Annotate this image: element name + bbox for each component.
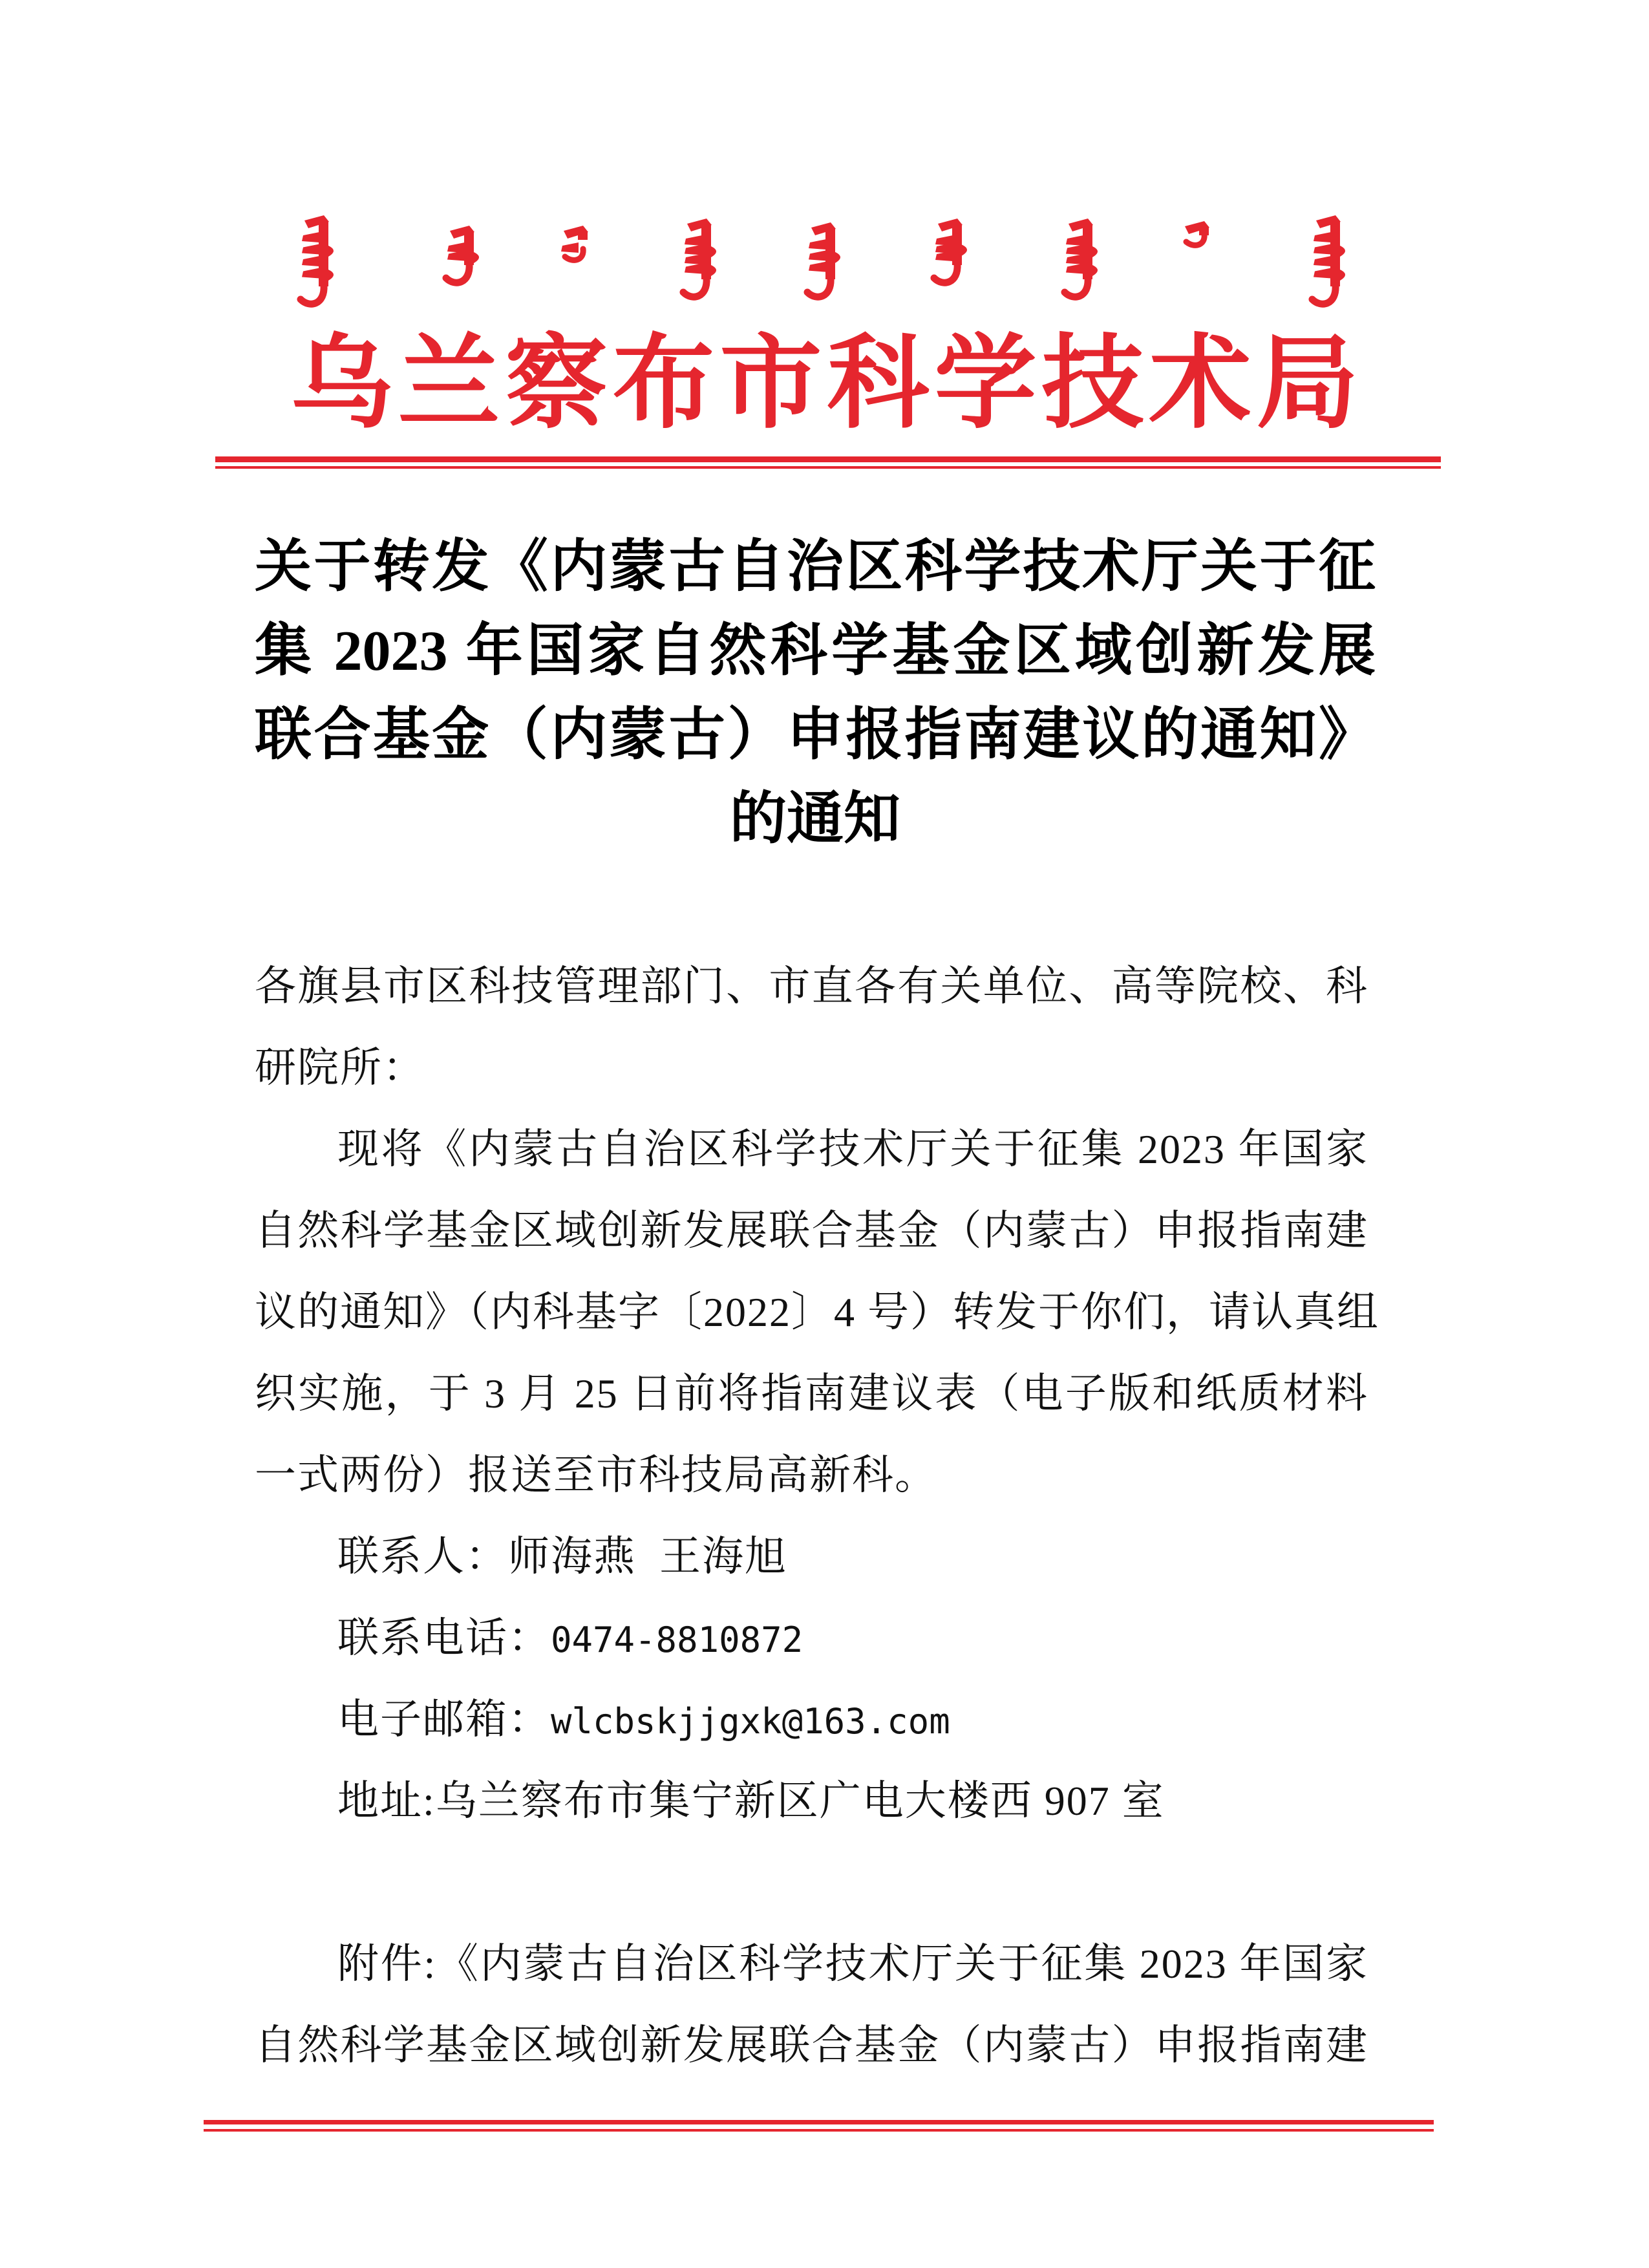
mongolian-glyph-stroke [1186, 234, 1204, 245]
salutation-line: 各旗县市区科技管理部门、市直各有关单位、高等院校、科 [255, 963, 1368, 1009]
mongolian-glyph-stroke [328, 246, 334, 257]
mongolian-glyph-stroke [1314, 244, 1331, 255]
mongolian-glyph-stroke [685, 254, 702, 264]
mongolian-glyph-stroke [710, 265, 716, 277]
mongolian-glyph-stroke [1083, 225, 1092, 279]
mongolian-glyph-stroke [1066, 235, 1083, 246]
body-line: 织实施，于 3 月 25 日前将指南建议表（电子版和纸质材料 [255, 1371, 1368, 1417]
mongolian-glyph-stroke [1314, 232, 1331, 242]
contact-address-value: 乌兰察布市集宁新区广电大楼西 907 室 [435, 1778, 1165, 1824]
mongolian-glyph-stroke [683, 278, 707, 297]
title-line: 关于转发《内蒙古自治区科学技术厅关于征 [255, 536, 1376, 599]
mongolian-glyph-stroke [1339, 270, 1345, 281]
footer-red-rule-thick [204, 2120, 1434, 2124]
mongolian-glyph-stroke [952, 225, 962, 265]
mongolian-word [561, 226, 588, 260]
mongolian-glyph-stroke [578, 232, 588, 240]
mongolian-glyph-stroke [302, 244, 319, 255]
letterhead-red-rule-thick [215, 456, 1441, 462]
title-line: 的通知 [729, 788, 900, 851]
contact-email [255, 1679, 1368, 1760]
mongolian-glyph-stroke [302, 256, 319, 266]
contact-phone [255, 1598, 1368, 1679]
mongolian-glyph-stroke [961, 244, 967, 256]
mongolian-glyph-stroke [328, 270, 334, 281]
mongolian-word [934, 219, 967, 283]
mongolian-word [683, 219, 716, 297]
title-line: 集 2023 年国家自然科学基金区域创新发展 [255, 620, 1376, 683]
body-line: 一式两份）报送至市科技局高新科。 [255, 1452, 937, 1498]
mongolian-glyph-stroke [464, 232, 474, 265]
contact-person-value: 师海燕 王海旭 [508, 1534, 787, 1579]
mongolian-glyph-stroke [1066, 254, 1083, 264]
mongolian-glyph-stroke [809, 239, 826, 250]
mongolian-glyph-stroke [835, 251, 840, 263]
letterhead-red-rule-thin [215, 466, 1441, 469]
mongolian-word [1312, 215, 1345, 304]
mongolian-glyph-stroke [1092, 265, 1098, 277]
mongolian-glyph-stroke [1330, 222, 1340, 286]
contact-email-value: wlcbskjjgxk@163.com [551, 1701, 950, 1742]
mongolian-glyph-stroke [685, 264, 702, 274]
body-line: 议的通知》（内科基字〔2022〕4 号）转发于你们，请认真组 [255, 1289, 1379, 1335]
mongolian-glyph-stroke [1092, 246, 1098, 258]
contact-person-label: 联系人： [337, 1534, 508, 1579]
mongolian-glyph-stroke [561, 242, 579, 253]
contact-person [255, 1516, 1368, 1598]
mongolian-glyph-stroke [685, 235, 702, 246]
title-line: 联合基金（内蒙古）申报指南建议的通知》 [255, 704, 1376, 767]
mongolian-word [807, 222, 840, 297]
mongolian-glyph-stroke [701, 225, 711, 279]
mongolian-word [1185, 221, 1209, 245]
mongolian-glyph-stroke [1065, 278, 1088, 297]
mongolian-glyph-stroke [302, 268, 319, 279]
mongolian-word [1065, 219, 1098, 297]
mongolian-glyph-stroke [301, 285, 324, 304]
mongolian-glyph-stroke [1314, 256, 1331, 266]
mongolian-glyph-stroke [1314, 268, 1331, 279]
mongolian-glyph-stroke [473, 252, 479, 264]
body-line: 现将《内蒙古自治区科学技术厅关于征集 2023 年国家 [337, 1126, 1368, 1172]
letterhead-mongolian-name [0, 0, 1649, 336]
letterhead-chinese-name: 乌兰察布市科学技术局 [290, 328, 1364, 441]
contact-phone-label: 联系电话： [337, 1615, 551, 1661]
mongolian-glyph-stroke [685, 245, 702, 255]
footer-red-rule-thin [204, 2129, 1434, 2132]
attachment-line: 附件:《内蒙古自治区科学技术厅关于征集 2023 年国家 [337, 1941, 1368, 1987]
contact-address-label: 地址: [337, 1778, 436, 1824]
blank-line [255, 1842, 1368, 1923]
mongolian-glyph-stroke [825, 229, 835, 279]
mongolian-glyph-stroke [1066, 264, 1083, 274]
contact-email-label: 电子邮箱： [337, 1696, 551, 1742]
salutation-line: 研院所： [255, 1045, 425, 1091]
contact-address [255, 1760, 1368, 1842]
mongolian-glyph-stroke [319, 222, 328, 286]
mongolian-glyph-stroke [807, 278, 831, 297]
document-title [255, 526, 1376, 862]
contact-phone-value: 0474-8810872 [551, 1620, 803, 1660]
mongolian-glyph-stroke [809, 250, 826, 261]
mongolian-word [446, 226, 479, 283]
mongolian-glyph-stroke [1312, 285, 1335, 304]
mongolian-glyph-stroke [809, 262, 826, 272]
mongolian-glyph-stroke [1339, 246, 1345, 257]
mongolian-glyph-stroke [934, 264, 957, 283]
mongolian-glyph-stroke [710, 246, 716, 258]
mongolian-word [301, 215, 334, 304]
attachment-line: 自然科学基金区域创新发展联合基金（内蒙古）申报指南建 [255, 2022, 1368, 2068]
document-body [255, 946, 1379, 2086]
mongolian-glyph-stroke [446, 264, 469, 283]
body-line: 自然科学基金区域创新发展联合基金（内蒙古）申报指南建 [255, 1208, 1368, 1254]
mongolian-glyph-stroke [302, 232, 319, 242]
mongolian-glyph-stroke [1066, 245, 1083, 255]
